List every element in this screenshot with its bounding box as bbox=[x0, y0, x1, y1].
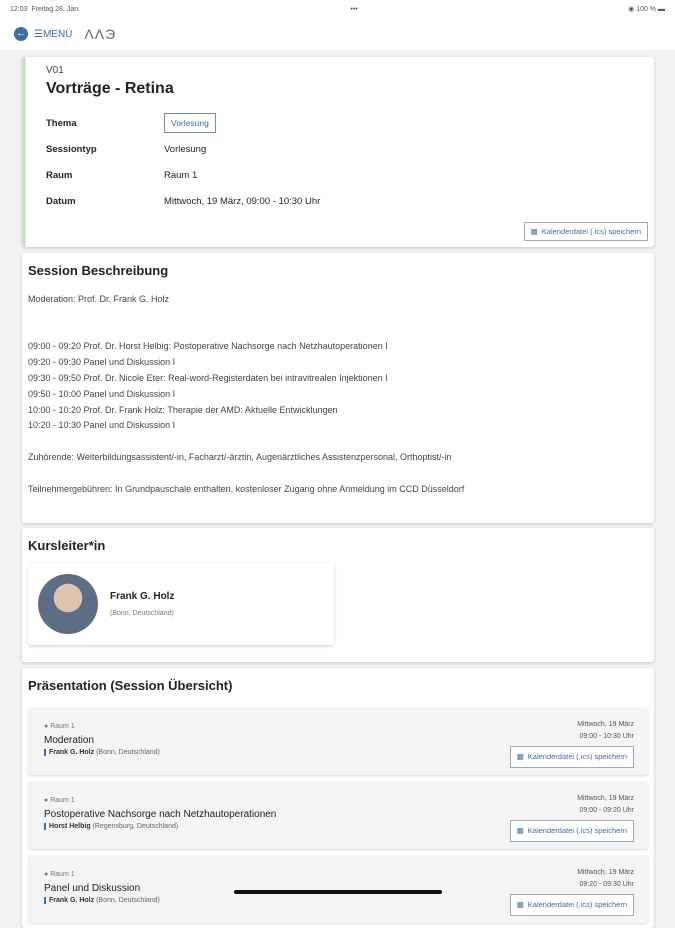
wifi-icon: ◉ bbox=[628, 6, 635, 13]
field-value: Raum 1 bbox=[164, 169, 198, 181]
description-line bbox=[28, 324, 648, 340]
description-line bbox=[28, 434, 648, 450]
calendar-icon: ▦ bbox=[516, 826, 524, 835]
session-description-card bbox=[22, 253, 654, 523]
menu-button[interactable]: ☰MENÜ bbox=[34, 28, 73, 40]
presentation-title: Moderation bbox=[44, 735, 95, 746]
description-line: 09:50 - 10:00 Panel und Diskussion I bbox=[28, 388, 176, 399]
session-code: V01 bbox=[46, 65, 64, 76]
button-label: Kalenderdatei (.ics) speichern bbox=[527, 826, 627, 835]
presentation-time: 09:20 - 09:30 Uhr bbox=[579, 881, 634, 888]
button-label: Kalenderdatei (.ics) speichern bbox=[527, 900, 627, 909]
speaker-location: (Regensburg, Deutschland) bbox=[92, 823, 179, 830]
course-leader-card bbox=[22, 528, 654, 662]
description-line: 10:20 - 10:30 Panel und Diskussion I bbox=[28, 420, 176, 431]
status-bar bbox=[0, 0, 675, 18]
field-value: Mittwoch, 19 März, 09:00 - 10:30 Uhr bbox=[164, 195, 321, 207]
field-value: Vorlesung bbox=[164, 143, 207, 155]
button-label: Kalenderdatei (.ics) speichern bbox=[527, 752, 627, 761]
section-title: Kursleiter*in bbox=[28, 538, 106, 553]
battery-icon: ▬ bbox=[657, 6, 665, 13]
field-row bbox=[46, 110, 634, 136]
calendar-icon: ▦ bbox=[530, 227, 538, 236]
presentation-item[interactable] bbox=[28, 707, 648, 775]
speaker-name: Frank G. Holz bbox=[49, 897, 95, 904]
field-label: Datum bbox=[46, 195, 76, 207]
field-row bbox=[46, 136, 634, 162]
description-line: Moderation: Prof. Dr. Frank G. Holz bbox=[28, 294, 170, 304]
field-label: Raum bbox=[46, 169, 73, 181]
button-label: Kalenderdatei (.ics) speichern bbox=[541, 227, 641, 236]
logo: ΛΛЭ bbox=[84, 26, 117, 42]
description-line: Zuhörende: Weiterbildungsassistent/-in, Facharzt/-ärztin, Augenärztliches Assistenzpersonal, Orthoptist/-in bbox=[28, 451, 452, 462]
field-value: Vorlesung bbox=[164, 113, 216, 133]
presentation-time: 09:00 - 10:30 Uhr bbox=[579, 733, 634, 740]
nav-bar bbox=[0, 18, 675, 50]
room: Raum 1 bbox=[50, 723, 75, 730]
field-label: Thema bbox=[46, 117, 77, 129]
person-card[interactable] bbox=[28, 563, 334, 645]
description-line: 09:20 - 09:30 Panel und Diskussion I bbox=[28, 357, 176, 368]
save-calendar-button[interactable] bbox=[510, 820, 634, 842]
section-title: Session Beschreibung bbox=[28, 263, 169, 278]
time: 12:03 bbox=[10, 5, 28, 13]
presentation-date: Mittwoch, 19 März bbox=[577, 721, 634, 728]
presentation-date: Mittwoch, 19 März bbox=[577, 795, 634, 802]
description-line bbox=[28, 466, 648, 482]
presentation-title: Panel und Diskussion bbox=[44, 883, 141, 894]
session-title: Vorträge - Retina bbox=[46, 80, 174, 97]
speaker-location: (Bonn, Deutschland) bbox=[96, 897, 160, 904]
battery-level: 100 % bbox=[636, 6, 657, 13]
room: Raum 1 bbox=[50, 797, 75, 804]
description-line: 09:00 - 09:20 Prof. Dr. Horst Helbig: Postoperative Nachsorge nach Netzhautoperationen I bbox=[28, 341, 388, 352]
field-row bbox=[46, 162, 634, 188]
date: Freitag 28. Jan. bbox=[31, 5, 81, 13]
location-pin-icon: ● bbox=[44, 797, 49, 804]
person-location: (Bonn, Deutschland) bbox=[110, 610, 174, 617]
presentation-card bbox=[22, 668, 654, 928]
presentation-date: Mittwoch, 19 März bbox=[577, 869, 634, 876]
location-pin-icon: ● bbox=[44, 871, 49, 878]
field-label: Sessiontyp bbox=[46, 143, 97, 155]
section-title: Präsentation (Session Übersicht) bbox=[28, 678, 233, 693]
field-row bbox=[46, 188, 634, 214]
multitask-dots[interactable]: ••• bbox=[350, 5, 358, 13]
description-line: Teilnehmergebühren: In Grundpauschale enthalten, kostenloser Zugang ohne Anmeldung im CCD Düsseldorf bbox=[28, 483, 465, 494]
calendar-icon: ▦ bbox=[516, 752, 524, 761]
presentation-item[interactable] bbox=[28, 855, 648, 923]
home-indicator[interactable] bbox=[234, 890, 442, 894]
save-calendar-button[interactable] bbox=[524, 222, 648, 241]
description-line: 09:30 - 09:50 Prof. Dr. Nicole Eter: Real-word-Registerdaten bei intravitrealen Injektionen I bbox=[28, 372, 388, 383]
speaker-name: Frank G. Holz bbox=[49, 749, 95, 756]
person-name: Frank G. Holz bbox=[110, 591, 175, 602]
save-calendar-button[interactable] bbox=[510, 894, 634, 916]
presentation-item[interactable] bbox=[28, 781, 648, 849]
calendar-icon: ▦ bbox=[516, 900, 524, 909]
speaker-name: Horst Helbig bbox=[49, 823, 91, 830]
avatar bbox=[38, 574, 98, 634]
session-header-card bbox=[22, 57, 654, 247]
presentation-time: 09:00 - 09:20 Uhr bbox=[579, 807, 634, 814]
speaker-location: (Bonn, Deutschland) bbox=[96, 749, 160, 756]
location-pin-icon: ● bbox=[44, 723, 49, 730]
description-line: 10:00 - 10:20 Prof. Dr. Frank Holz: Therapie der AMD: Aktuelle Entwicklungen bbox=[28, 404, 338, 415]
presentation-title: Postoperative Nachsorge nach Netzhautoperationen bbox=[44, 809, 277, 820]
save-calendar-button[interactable] bbox=[510, 746, 634, 768]
room: Raum 1 bbox=[50, 871, 75, 878]
description-line bbox=[28, 308, 648, 324]
back-icon[interactable]: ← bbox=[16, 28, 26, 39]
